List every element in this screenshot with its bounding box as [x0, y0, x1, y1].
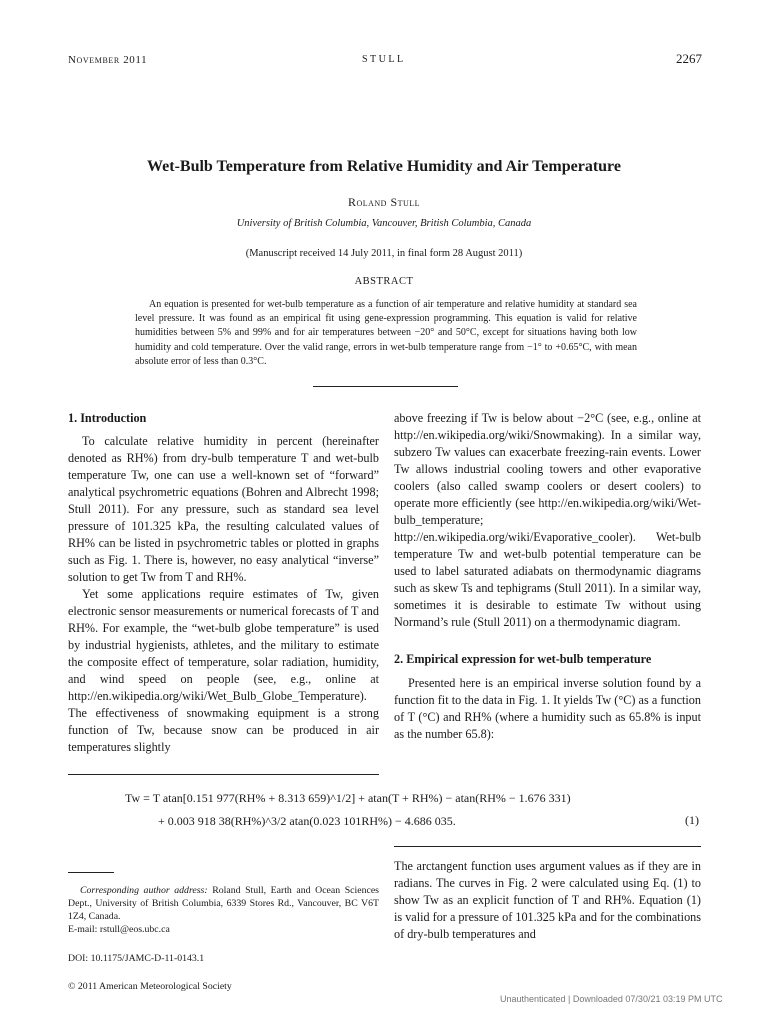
equation-line-1: Tw = T atan[0.151 977(RH% + 8.313 659)^1/2] + atan(T + RH%) − atan(RH% − 1.676 331) — [125, 791, 571, 805]
footnote-address: Roland Stull, Earth and Ocean Sciences Dept., University of British Columbia, 6339 Stores Rd., Vancouver, BC V6T 1Z4, Canada. — [68, 885, 379, 922]
author-affiliation: University of British Columbia, Vancouver, British Columbia, Canada — [236, 218, 532, 229]
equation-top-rule — [68, 774, 379, 775]
doi: DOI: 10.1175/JAMC-D-11-0143.1 — [68, 953, 205, 964]
download-note: Unauthenticated | Downloaded 07/30/21 03:19 PM UTC — [500, 994, 723, 1004]
left-column — [68, 410, 379, 756]
footnote — [68, 884, 379, 936]
section-2-heading: 2. Empirical expression for wet-bulb temperature — [394, 652, 652, 666]
post-equation-paragraph: The arctangent function uses argument values as if they are in radians. The curves in Fig. 2 were calculated using Eq. (1) to show Tw as an explicit function of T and RH%. Equation (1) is valid for a pressure of 101.325 kPa and for the combinations of dry-bulb temperatures and — [394, 859, 701, 941]
running-header-date: November 2011 — [68, 54, 148, 66]
footnote-email: E-mail: rstull@eos.ubc.ca — [68, 924, 170, 935]
equation-line-2: + 0.003 918 38(RH%)^3/2 atan(0.023 101RH%) − 4.686 035. — [158, 814, 456, 828]
equation-number: (1) — [685, 813, 699, 827]
abstract-text: An equation is presented for wet-bulb temperature as a function of air temperature and relative humidity at standard sea level pressure. It was found as an empirical fit using gene-expression programming. This equation is valid for relative humidities between 5% and 99% and for air temperatures between −20° and 50°C, except for situations having both low humidity and cold temperature. Over the valid range, errors in wet-bulb temperature range from −1° to +0.65°C, with mean absolute error of less than 0.3°C. — [135, 299, 637, 367]
footnote-label: Corresponding author address: — [80, 885, 208, 896]
footnote-rule — [68, 872, 114, 873]
abstract-divider — [313, 386, 458, 387]
abstract-heading: ABSTRACT — [354, 276, 414, 287]
page-number: 2267 — [676, 51, 702, 66]
right-column — [394, 410, 701, 743]
paper-title: Wet-Bulb Temperature from Relative Humidity and Air Temperature — [147, 158, 621, 175]
manuscript-dates: (Manuscript received 14 July 2011, in final form 28 August 2011) — [245, 248, 523, 259]
running-header-author: STULL — [362, 54, 406, 65]
section-2-paragraph: Presented here is an empirical inverse solution found by a function fit to the data in Fig. 1. It yields Tw (°C) as a function of T (°C) and RH% (where a humidity such as 65.8% is input as the number 65.8): — [394, 676, 701, 741]
author-name: Roland Stull — [347, 195, 421, 209]
section-1-heading: 1. Introduction — [68, 411, 147, 425]
intro-paragraph-continued: above freezing if Tw is below about −2°C (see, e.g., online at http://en.wikipedia.org/wiki/Snowmaking). In a similar way, subzero Tw values can exacerbate freezing-rain events. Lower Tw allows industrial cooling towers and other evaporative coolers (also called swamp coolers or desert coolers) to operate more efficiently (see http://en.wikipedia.org/wiki/Wet-bulb_temperature; http://en.wikipedia.org/wiki/Evaporative_cooler). Wet-bulb temperature Tw and wet-bulb potential temperature can be used to label saturated adiabats on thermodynamic diagrams such as skew Ts and tephigrams (Stull 2011). In a similar way, sometimes it is desirable to estimate Tw without using Normand’s rule (Stull 2011) on a thermodynamic diagram. — [394, 411, 701, 629]
equation-bottom-rule — [394, 846, 701, 847]
intro-paragraph-1: To calculate relative humidity in percent (hereinafter denoted as RH%) from dry-bulb temperature T and wet-bulb temperature Tw, one can use a well-known set of “forward” analytical psychrometric equations (Bohren and Albrecht 1998; Stull 2011). For any pressure, such as standard sea level pressure of 101.325 kPa, the resulting calculated values of RH% can be listed in psychrometric tables or plotted in graphs such as Fig. 1. There is, however, no easy analytical “inverse” solution to get Tw from T and RH%. — [68, 434, 379, 584]
copyright: © 2011 American Meteorological Society — [68, 981, 232, 992]
intro-paragraph-2: Yet some applications require estimates of Tw, given electronic sensor measurements or numerical forecasts of T and RH%. For example, the “wet-bulb globe temperature” is used by industrial hygienists, athletes, and the military to estimate the composite effect of temperature, solar radiation, humidity, and wind speed on people (see, e.g., online at http://en.wikipedia.org/wiki/Wet_Bulb_Globe_Temperature). The effectiveness of snowmaking equipment is a strong function of Tw, because snow can be produced in air temperatures slightly — [68, 587, 379, 754]
